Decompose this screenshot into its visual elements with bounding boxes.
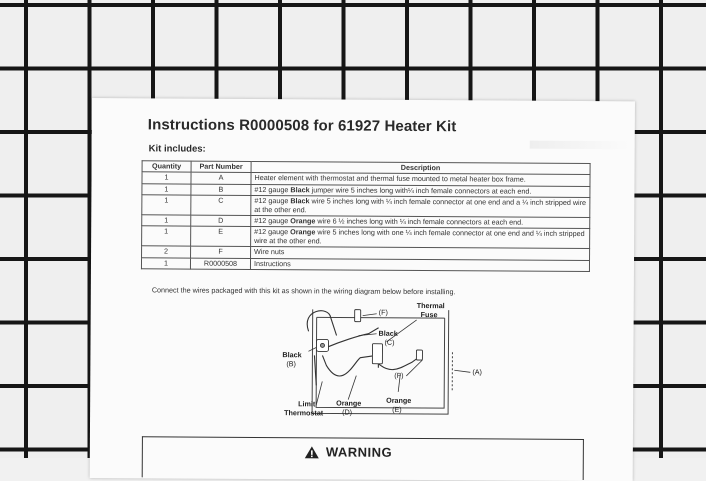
label-a: (A)	[472, 367, 482, 377]
warning-label: WARNING	[325, 444, 393, 460]
cell-qty: 2	[142, 246, 191, 258]
header-description: Description	[251, 161, 590, 174]
label-thermostat: Thermostat	[284, 408, 324, 418]
label-limit: Limit	[298, 399, 316, 409]
wiring-diagram	[230, 295, 511, 427]
desc-color: Orange	[290, 216, 316, 226]
instruction-sheet	[90, 98, 635, 481]
label-fuse: Fuse	[420, 310, 438, 320]
desc-color: Black	[290, 185, 310, 195]
cell-desc: Wire nuts	[251, 247, 590, 260]
header-quantity: Quantity	[142, 161, 191, 173]
cell-qty: 1	[142, 172, 191, 184]
cell-qty: 1	[142, 195, 191, 215]
desc-post: wire 5 inches long with ¼ inch female connector at one end and a ¼ inch stripped wire at the other end.	[254, 196, 587, 214]
parts-table	[141, 160, 591, 272]
label-e: (E)	[392, 404, 402, 414]
cell-desc	[251, 227, 590, 249]
cell-part: A	[191, 173, 251, 185]
kit-includes-heading: Kit includes:	[148, 143, 206, 155]
label-thermal: Thermal	[416, 300, 445, 311]
header-part-number: Part Number	[191, 161, 251, 173]
cell-desc	[251, 196, 590, 218]
label-black-c: Black	[378, 328, 398, 338]
warning-triangle-icon	[304, 445, 320, 459]
label-orange-e: Orange	[386, 395, 412, 405]
cell-part: C	[191, 195, 251, 215]
cell-qty: 1	[142, 184, 191, 196]
leader-lines	[308, 313, 471, 406]
document-title: Instructions R0000508 for 61927 Heater Kit	[147, 116, 457, 136]
cell-desc: Heater element with thermostat and thermal fuse mounted to metal heater box frame.	[251, 173, 590, 186]
desc-post: jumper wire 5 inches long with¼ inch female connectors at each end.	[309, 185, 532, 196]
desc-pre: #12 gauge	[254, 227, 291, 237]
desc-post: wire 5 inches long with one ¼ inch female connector at one end and ¼ inch stripped wire at the other end.	[254, 227, 585, 246]
bleed-through-text	[530, 141, 630, 150]
cell-desc: Instructions	[250, 258, 589, 271]
cell-part: F	[191, 246, 251, 258]
table-row	[142, 195, 590, 218]
table-row	[142, 226, 590, 249]
label-f-right: (F)	[394, 370, 404, 380]
label-d: (D)	[342, 407, 353, 417]
cell-part: B	[191, 184, 251, 196]
cell-part: R0000508	[190, 258, 250, 270]
cell-qty: 1	[142, 215, 191, 227]
label-f-top: (F)	[378, 307, 388, 317]
desc-color: Black	[290, 196, 310, 206]
cell-qty: 1	[141, 257, 190, 269]
label-black-b: Black	[282, 350, 302, 360]
table-row	[141, 257, 589, 271]
label-orange-d: Orange	[336, 398, 362, 408]
desc-pre: #12 gauge	[254, 216, 291, 226]
label-b: (B)	[286, 359, 297, 369]
desc-color: Orange	[290, 227, 316, 237]
cell-qty: 1	[142, 226, 191, 246]
cell-part: D	[191, 215, 251, 227]
connect-instruction: Connect the wires packaged with this kit as shown in the wiring diagram below before installing.	[151, 285, 456, 297]
cell-part: E	[191, 227, 251, 247]
label-c: (C)	[384, 337, 395, 347]
desc-pre: #12 gauge	[254, 184, 291, 195]
desc-pre: #12 gauge	[254, 196, 291, 206]
desc-post: wire 6 ½ inches long with ¼ inch female connectors at each end.	[315, 216, 524, 227]
